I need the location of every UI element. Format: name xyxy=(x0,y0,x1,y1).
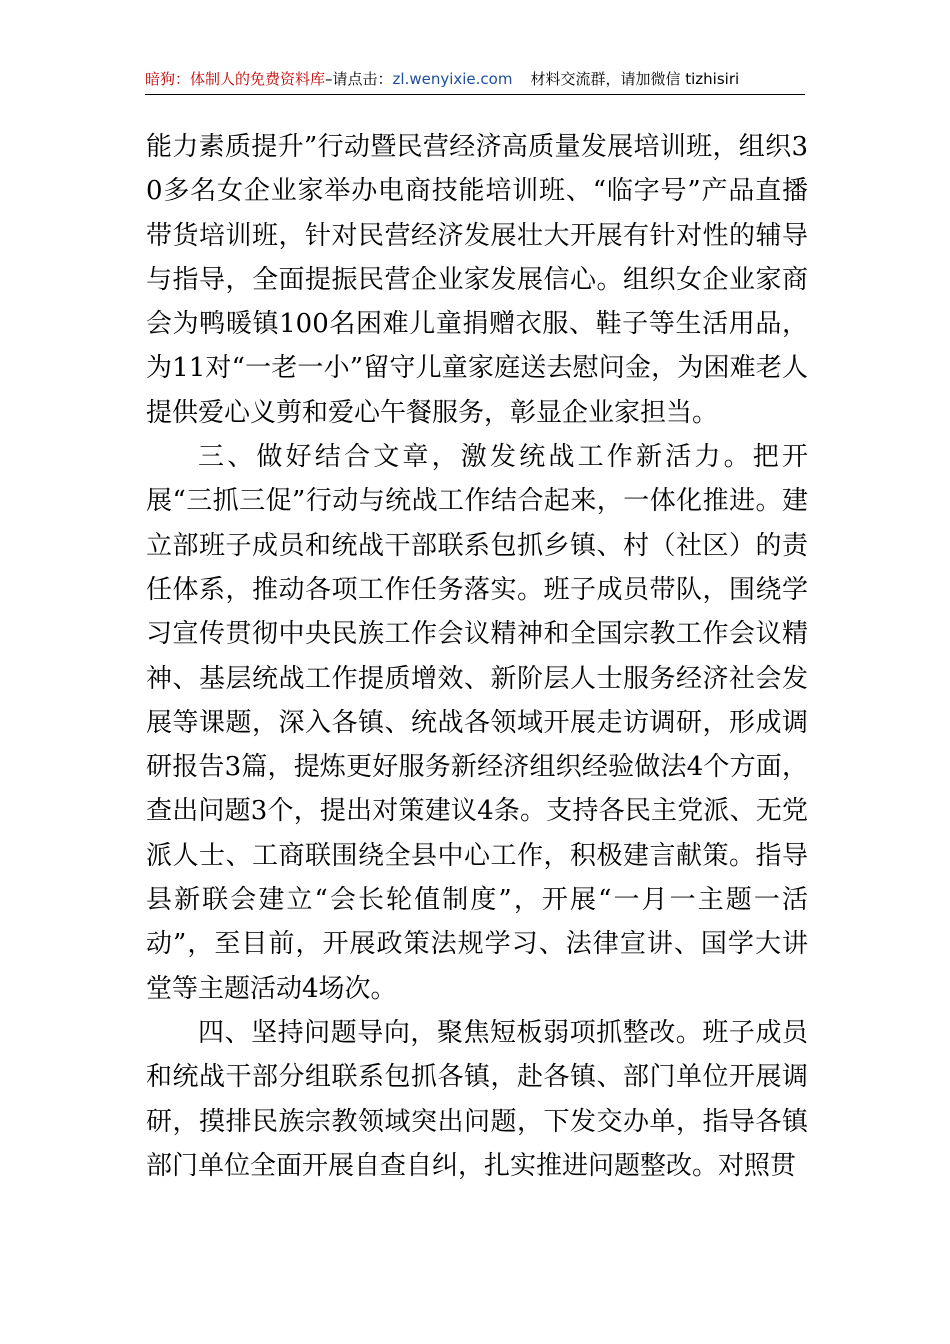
page-header xyxy=(145,66,805,95)
header-brand: 暗狗：体制人的免费资料库 xyxy=(145,70,326,88)
paragraph-continued: 能力素质提升”行动暨民营经济高质量发展培训班，组织30多名女企业家举办电商技能培训班、“临字号”产品直播带货培训班，针对民营经济发展壮大开展有针对性的辅导与指导，全面提振民营企业家发展信心。组织女企业家商会为鸭暖镇100名困难儿童捐赠衣服、鞋子等生活用品，为11对“一老一小”留守儿童家庭送去慰问金，为困难老人提供爱心义剪和爱心午餐服务，彰显企业家担当。 xyxy=(146,132,808,428)
header-separator: –请点击： xyxy=(325,70,393,88)
header-group-notice: 材料交流群，请加微信 tizhisiri xyxy=(530,70,740,88)
document-body xyxy=(146,125,808,1188)
paragraph-section-three: 三、做好结合文章，激发统战工作新活力。把开展“三抓三促”行动与统战工作结合起来，一体化推进。建立部班子成员和统战干部联系包抓乡镇、村（社区）的责任体系，推动各项工作任务落实。班子成员带队，围绕学习宣传贯彻中央民族工作会议精神和全国宗教工作会议精神、基层统战工作提质增效、新阶层人士服务经济社会发展等课题，深入各镇、统战各领域开展走访调研，形成调研报告3篇，提炼更好服务新经济组织经验做法4个方面，查出问题3个，提出对策建议4条。支持各民主党派、无党派人士、工商联围绕全县中心工作，积极建言献策。指导县新联会建立“会长轮值制度”，开展“一月一主题一活动”，至目前，开展政策法规学习、法律宣讲、国学大讲堂等主题活动4场次。 xyxy=(146,442,808,1004)
paragraph-section-four: 四、坚持问题导向，聚焦短板弱项抓整改。班子成员和统战干部分组联系包抓各镇，赴各镇、部门单位开展调研，摸排民族宗教领域突出问题，下发交办单，指导各镇部门单位全面开展自查自纠，扎实推进问题整改。对照贯 xyxy=(146,1017,808,1181)
header-url-link[interactable]: zl.wenyixie.com xyxy=(392,70,513,88)
